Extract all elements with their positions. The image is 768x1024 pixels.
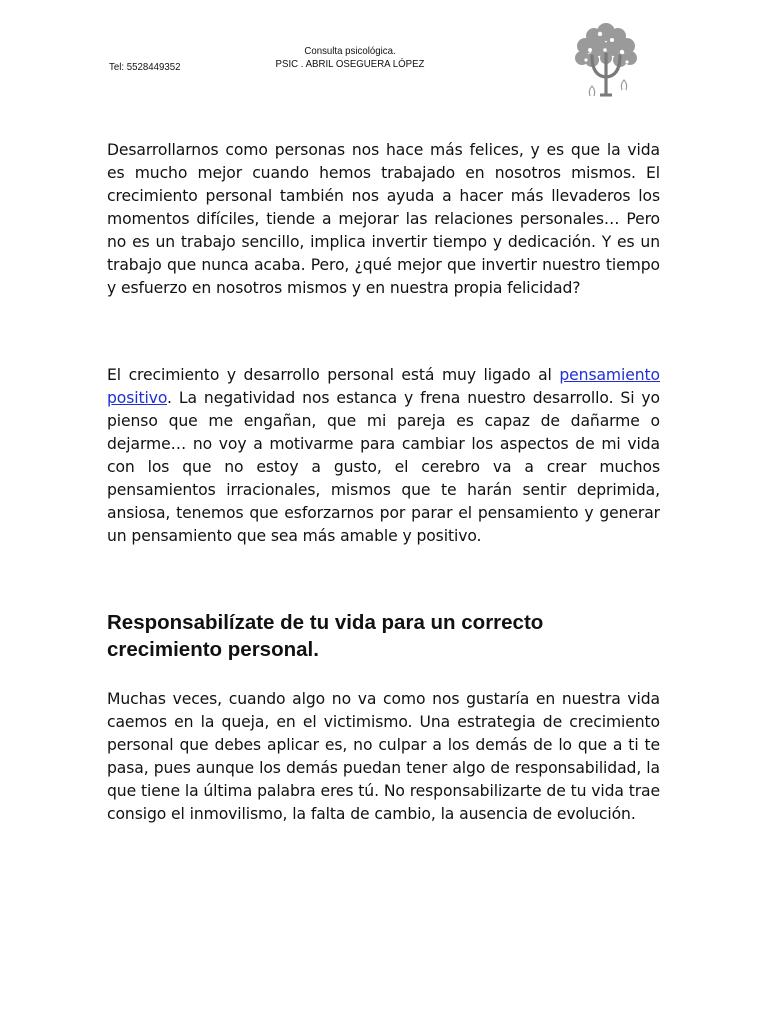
clinic-line-1: Consulta psicológica.	[304, 45, 396, 57]
paragraph-responsibility: Muchas veces, cuando algo no va como nos gustaría en nuestra vida caemos en la queja, en el victimismo. Una estrategia de crecimiento personal que debes aplicar es, no culpar a los demás de lo que a ti te pasa, pues aunque los demás puedan tener algo de responsabilidad, la que tiene la última palabra eres tú. No responsabilizarte de tu vida trae consigo el inmovilismo, la falta de cambio, la ausencia de evolución.	[107, 690, 660, 823]
paragraph-2-text-start: El crecimiento y desarrollo personal está muy ligado al	[107, 366, 560, 384]
tree-psi-logo-icon	[570, 20, 642, 98]
phone-number: Tel: 5528449352	[109, 61, 181, 73]
paragraph-intro: Desarrollarnos como personas nos hace más felices, y es que la vida es mucho mejor cuando hemos trabajado en nosotros mismos. El crecimiento personal también nos ayuda a hacer más llevaderos los momentos difíciles, tiende a mejorar las relaciones personales… Pero no es un trabajo sencillo, implica invertir tiempo y dedicación. Y es un trabajo que nunca acaba. Pero, ¿qué mejor que invertir nuestro tiempo y esfuerzo en nosotros mismos y en nuestra propia felicidad?	[107, 141, 660, 297]
paragraph-positive-thinking	[107, 364, 660, 548]
page-header	[0, 0, 768, 110]
paragraph-2-text-end: . La negatividad nos estanca y frena nuestro desarrollo. Si yo pienso que me engañan, que mi pareja es capaz de dañarme o dejarme… no voy a motivarme para cambiar los aspectos de mi vida con los que no estoy a gusto, el cerebro va a crear muchos pensamientos irracionales, mismos que te harán sentir deprimida, ansiosa, tenemos que esforzarnos por parar el pensamiento y generar un pensamiento que sea más amable y positivo.	[107, 389, 660, 545]
section-heading: Responsabilízate de tu vida para un correcto crecimiento personal.	[107, 611, 544, 661]
clinic-title	[240, 45, 460, 71]
clinic-line-2: PSIC . ABRIL OSEGUERA LÓPEZ	[275, 58, 425, 70]
positive-thinking-link[interactable]: pensamiento positivo	[107, 366, 660, 407]
